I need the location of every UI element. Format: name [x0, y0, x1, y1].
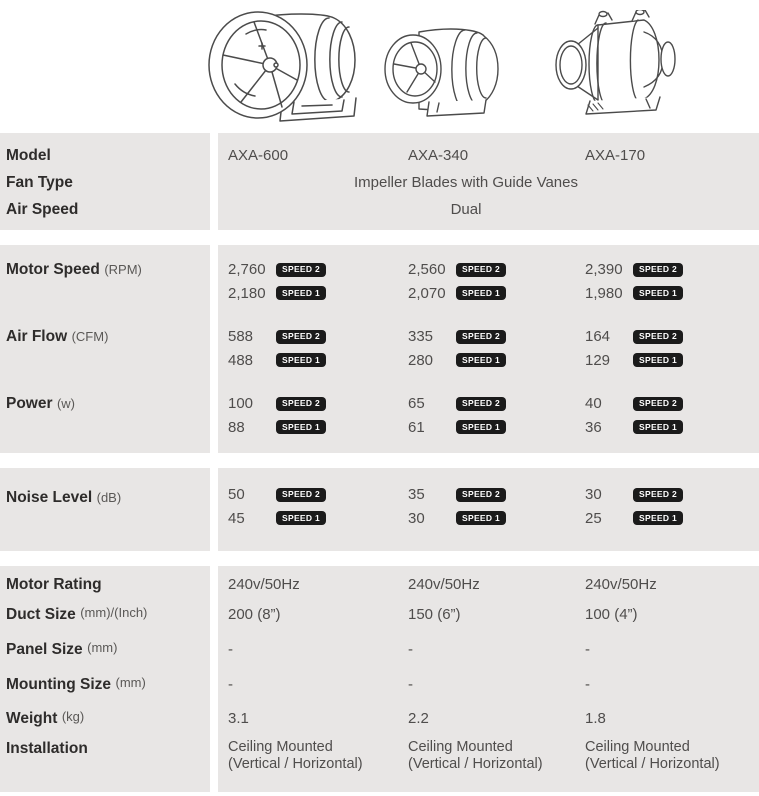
noise-level-label: Noise Level (dB)	[6, 489, 122, 506]
speed-2-badge: SPEED 2	[633, 488, 683, 502]
speed-1-badge: SPEED 1	[276, 353, 326, 367]
value-speed1: 488	[228, 351, 254, 369]
value-speed2: 2,390	[585, 261, 623, 279]
speed-1-badge: SPEED 1	[633, 420, 683, 434]
mounting-size-axa-340: -	[408, 676, 413, 693]
noise-labels-column	[0, 468, 210, 551]
weight-axa-170: 1.8	[585, 710, 606, 727]
mounting-size-values-row	[218, 675, 759, 709]
speed-1-badge: SPEED 1	[276, 511, 326, 525]
product-images-row	[0, 0, 759, 133]
value-speed2: 50	[228, 486, 245, 504]
fan-type-label: Fan Type	[6, 174, 73, 191]
model-value-axa-340: AXA-340	[408, 147, 469, 164]
value-speed2: 100	[228, 395, 254, 413]
header-labels-column	[0, 133, 210, 230]
column-gap	[210, 566, 218, 792]
motor-rating-values-row	[218, 575, 759, 605]
duct-size-axa-600: 200 (8”)	[228, 606, 281, 623]
installation-axa-340: Ceiling Mounted (Vertical / Horizontal)	[408, 739, 543, 772]
value-speed1: 2,180	[228, 284, 266, 302]
column-gap	[210, 133, 218, 230]
axa-340-fan-image	[383, 22, 507, 119]
axa-600-fan-image	[202, 8, 392, 128]
model-label: Model	[6, 147, 51, 164]
speed-2-badge: SPEED 2	[456, 397, 506, 411]
motor-speed-axa-600	[228, 258, 408, 305]
power-values-row	[218, 392, 759, 439]
value-speed1: 45	[228, 509, 245, 527]
speed-2-badge: SPEED 2	[276, 488, 326, 502]
duct-size-axa-170: 100 (4”)	[585, 606, 638, 623]
motor-speed-axa-340	[408, 258, 585, 305]
speed-2-badge: SPEED 2	[633, 330, 683, 344]
panel-size-axa-170: -	[585, 641, 590, 658]
motor-speed-label: Motor Speed (RPM)	[6, 261, 142, 278]
weight-values-row	[218, 709, 759, 739]
value-speed1: 2,070	[408, 284, 446, 302]
noise-band	[0, 468, 759, 551]
speed-1-badge: SPEED 1	[456, 511, 506, 525]
air-flow-axa-170	[585, 325, 759, 372]
noise-axa-340	[408, 483, 585, 530]
speed-1-badge: SPEED 1	[456, 420, 506, 434]
model-values-row	[218, 142, 759, 169]
air-flow-values-row	[218, 325, 759, 372]
speed-1-badge: SPEED 1	[633, 286, 683, 300]
panel-size-label: Panel Size (mm)	[6, 640, 118, 658]
motor-rating-axa-600: 240v/50Hz	[228, 576, 300, 593]
value-speed1: 129	[585, 351, 611, 369]
speed-1-badge: SPEED 1	[456, 286, 506, 300]
value-speed1: 36	[585, 418, 602, 436]
header-spec-band	[0, 133, 759, 230]
speed-2-badge: SPEED 2	[276, 330, 326, 344]
value-speed1: 30	[408, 509, 425, 527]
speed-1-badge: SPEED 1	[276, 286, 326, 300]
performance-labels-column	[0, 245, 210, 453]
motor-rating-axa-340: 240v/50Hz	[408, 576, 480, 593]
model-value-axa-600: AXA-600	[228, 147, 289, 164]
installation-values-row	[218, 739, 759, 787]
installation-label: Installation	[6, 740, 88, 757]
speed-1-badge: SPEED 1	[276, 420, 326, 434]
weight-label: Weight (kg)	[6, 709, 85, 727]
value-speed1: 88	[228, 418, 245, 436]
speed-2-badge: SPEED 2	[456, 330, 506, 344]
air-flow-axa-340	[408, 325, 585, 372]
air-flow-axa-600	[228, 325, 408, 372]
installation-axa-170: Ceiling Mounted (Vertical / Horizontal)	[585, 739, 720, 772]
air-speed-label: Air Speed	[6, 201, 79, 218]
panel-size-axa-600: -	[228, 641, 233, 658]
motor-rating-label: Motor Rating	[6, 576, 102, 593]
noise-values-row	[218, 483, 759, 530]
details-values-panel	[218, 566, 759, 792]
performance-values-panel	[218, 245, 759, 453]
mounting-size-axa-170: -	[585, 676, 590, 693]
noise-axa-170	[585, 483, 759, 530]
value-speed2: 40	[585, 395, 602, 413]
speed-2-badge: SPEED 2	[276, 397, 326, 411]
value-speed1: 280	[408, 351, 434, 369]
model-value-axa-170: AXA-170	[585, 147, 646, 164]
details-band	[0, 566, 759, 792]
noise-values-panel	[218, 468, 759, 551]
duct-size-axa-340: 150 (6”)	[408, 606, 461, 623]
air-speed-value: Dual	[450, 201, 482, 218]
value-speed2: 588	[228, 328, 254, 346]
weight-axa-600: 3.1	[228, 710, 249, 727]
panel-size-axa-340: -	[408, 641, 413, 658]
motor-rating-axa-170: 240v/50Hz	[585, 576, 657, 593]
header-values-panel	[218, 133, 759, 230]
air-flow-label: Air Flow (CFM)	[6, 328, 109, 345]
speed-1-badge: SPEED 1	[633, 511, 683, 525]
speed-2-badge: SPEED 2	[456, 488, 506, 502]
panel-size-values-row	[218, 640, 759, 675]
value-speed2: 2,760	[228, 261, 266, 279]
weight-axa-340: 2.2	[408, 710, 429, 727]
value-speed1: 25	[585, 509, 602, 527]
power-axa-170	[585, 392, 759, 439]
speed-1-badge: SPEED 1	[633, 353, 683, 367]
column-gap	[210, 468, 218, 551]
duct-size-label: Duct Size (mm)/(Inch)	[6, 605, 148, 623]
value-speed2: 2,560	[408, 261, 446, 279]
details-labels-column	[0, 566, 210, 792]
axa-170-fan-image	[546, 10, 688, 118]
power-label: Power (w)	[6, 395, 76, 412]
speed-2-badge: SPEED 2	[633, 397, 683, 411]
motor-speed-axa-170	[585, 258, 759, 305]
power-axa-340	[408, 392, 585, 439]
mounting-size-label: Mounting Size (mm)	[6, 675, 146, 693]
speed-2-badge: SPEED 2	[456, 263, 506, 277]
performance-band	[0, 245, 759, 453]
installation-axa-600: Ceiling Mounted (Vertical / Horizontal)	[228, 739, 363, 772]
value-speed2: 30	[585, 486, 602, 504]
duct-size-values-row	[218, 605, 759, 640]
speed-1-badge: SPEED 1	[456, 353, 506, 367]
value-speed2: 335	[408, 328, 434, 346]
column-gap	[210, 245, 218, 453]
value-speed2: 35	[408, 486, 425, 504]
speed-2-badge: SPEED 2	[276, 263, 326, 277]
noise-axa-600	[228, 483, 408, 530]
mounting-size-axa-600: -	[228, 676, 233, 693]
fan-type-value: Impeller Blades with Guide Vanes	[353, 174, 578, 191]
value-speed1: 1,980	[585, 284, 623, 302]
power-axa-600	[228, 392, 408, 439]
speed-2-badge: SPEED 2	[633, 263, 683, 277]
value-speed1: 61	[408, 418, 425, 436]
value-speed2: 65	[408, 395, 425, 413]
motor-speed-values-row	[218, 258, 759, 305]
value-speed2: 164	[585, 328, 611, 346]
